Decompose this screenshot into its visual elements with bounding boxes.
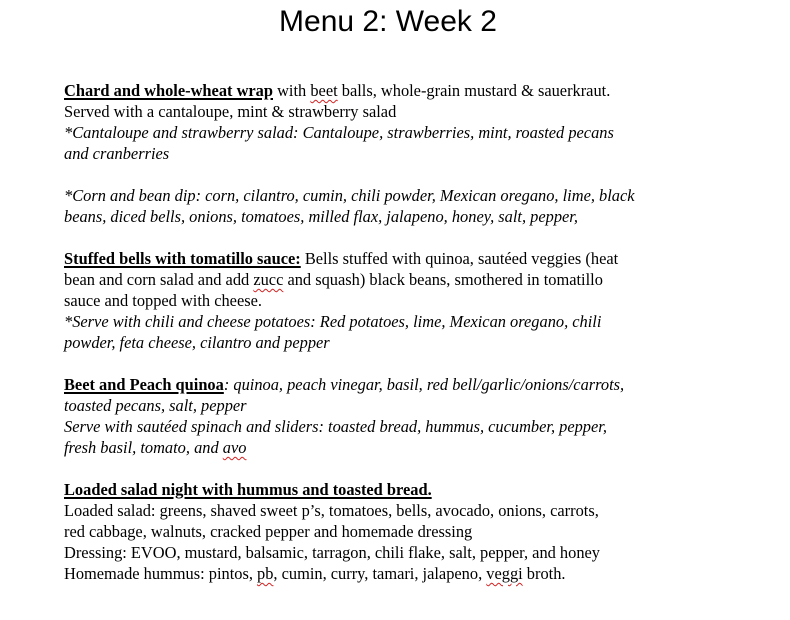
wrap-text-c: balls, whole-grain mustard & sauerkraut. [337,81,611,100]
wrap-text-a: with [273,81,311,100]
salad-spell-flag-veggi: veggi [486,564,523,583]
salad-text-a: Homemade hummus: pintos, [64,564,258,583]
wrap-line-3: *Cantaloupe and strawberry salad: Cantaloupe, strawberries, mint, roasted pecans [64,123,614,142]
bells-spell-flag: zucc [253,270,284,289]
bells-line-2 [64,269,780,290]
bells-text-c: and squash) black beans, smothered in tomatillo [283,270,603,289]
wrap-line-2: Served with a cantaloupe, mint & strawberry salad [64,102,397,121]
dip-line-2: beans, diced bells, onions, tomatoes, milled flax, jalapeno, honey, salt, pepper, [64,207,578,226]
quinoa-line-1 [64,374,780,395]
bells-text-a: bean and corn salad and add [64,270,254,289]
salad-line-1: Loaded salad: greens, shaved sweet p’s, tomatoes, bells, avocado, onions, carrots, [64,501,599,520]
quinoa-text-a: fresh basil, tomato, and [64,438,223,457]
salad-line-2: red cabbage, walnuts, cracked pepper and homemade dressing [64,522,473,541]
bells-heading: Stuffed bells with tomatillo sauce: [64,249,301,268]
salad-line-4 [64,563,780,584]
quinoa-text-rest: : quinoa, peach vinegar, basil, red bell/garlic/onions/carrots, [223,375,625,394]
quinoa-line-3: Serve with sautéed spinach and sliders: toasted bread, hummus, cucumber, pepper, [64,417,607,436]
salad-text-e: broth. [522,564,566,583]
bells-text-rest: Bells stuffed with quinoa, sautéed veggies (heat [300,249,619,268]
spacer [64,164,780,185]
bells-line-5: powder, feta cheese, cilantro and pepper [64,333,330,352]
spacer [64,353,780,374]
quinoa-spell-flag: avo [222,438,247,457]
wrap-line-4: and cranberries [64,144,170,163]
wrap-spell-flag: beet [310,81,338,100]
quinoa-heading: Beet and Peach quinoa [64,375,224,394]
salad-heading: Loaded salad night with hummus and toasted bread. [64,480,432,499]
bells-line-4: *Serve with chili and cheese potatoes: Red potatoes, lime, Mexican oregano, chili [64,312,602,331]
menu-body [64,80,780,584]
salad-line-3: Dressing: EVOO, mustard, balsamic, tarragon, chili flake, salt, pepper, and honey [64,543,600,562]
salad-line-heading [64,479,780,500]
quinoa-line-4 [64,437,780,458]
page-title: Menu 2: Week 2 [279,5,497,38]
wrap-line-1 [64,80,780,101]
bells-line-1 [64,248,780,269]
dip-line-1: *Corn and bean dip: corn, cilantro, cumin, chili powder, Mexican oregano, lime, black [64,186,635,205]
wrap-heading: Chard and whole-wheat wrap [64,81,273,100]
salad-spell-flag-pb: pb [257,564,274,583]
bells-line-3: sauce and topped with cheese. [64,291,262,310]
spacer [64,458,780,479]
quinoa-line-2: toasted pecans, salt, pepper [64,396,247,415]
spacer [64,227,780,248]
salad-text-c: , cumin, curry, tamari, jalapeno, [273,564,487,583]
